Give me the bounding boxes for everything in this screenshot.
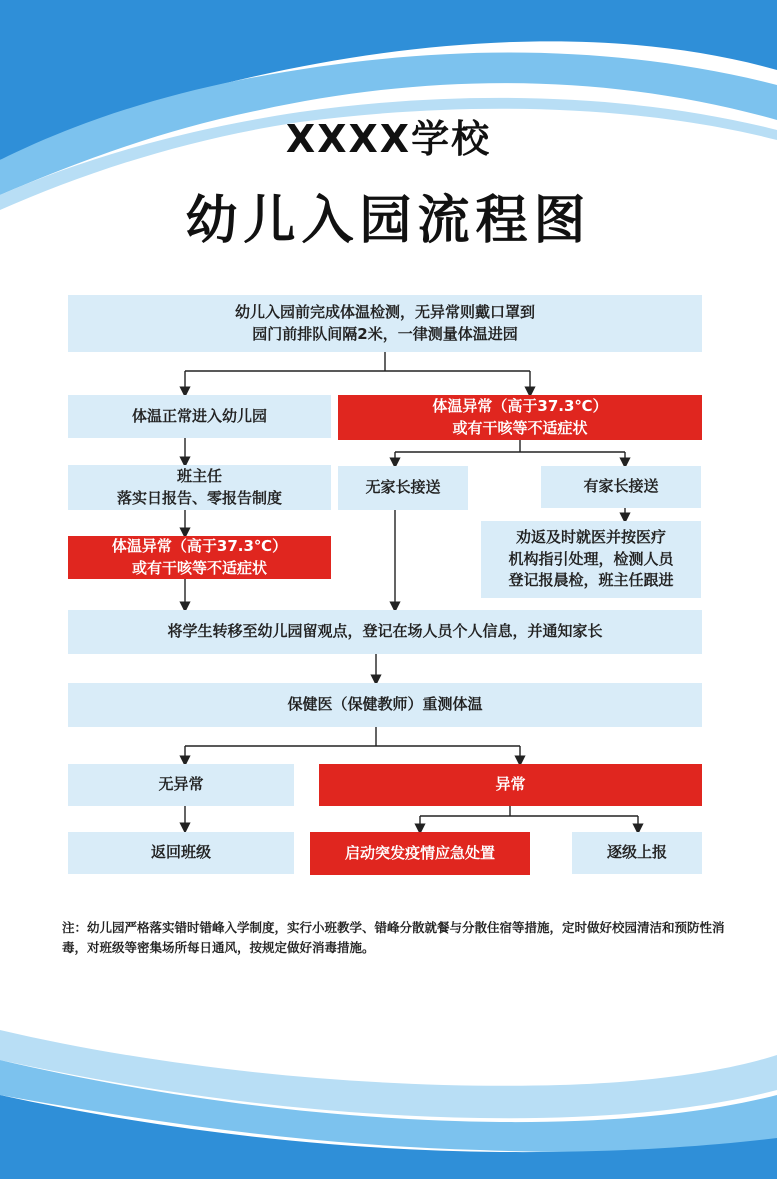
connector-entry-split: [185, 352, 530, 371]
recheck-step: 保健医（保健教师）重测体温: [68, 683, 702, 727]
temp-normal-step: 体温正常进入幼儿园: [68, 395, 331, 438]
emergency-step: 启动突发疫情应急处置: [310, 832, 530, 875]
return-class-step: 返回班级: [68, 832, 294, 874]
temp-abnormal-left-step: 体温异常（高于37.3℃） 或有干咳等不适症状: [68, 536, 331, 579]
no-abnormal-step: 无异常: [68, 764, 294, 806]
connector-abnormal-split: [395, 440, 625, 452]
transfer-step: 将学生转移至幼儿园留观点，登记在场人员个人信息，并通知家长: [68, 610, 702, 654]
abnormal-step: 异常: [319, 764, 702, 806]
connector-recheck-split: [185, 727, 520, 746]
class-teacher-step: 班主任 落实日报告、零报告制度: [68, 465, 331, 510]
temp-abnormal-step: 体温异常（高于37.3℃） 或有干咳等不适症状: [338, 395, 702, 440]
school-name: XXXX学校: [285, 117, 492, 161]
has-parent-step: 有家长接送: [541, 466, 701, 508]
entry-step: 幼儿入园前完成体温检测，无异常则戴口罩到 园门前排队间隔2米，一律测量体温进园: [68, 295, 702, 352]
advise-step: 劝返及时就医并按医疗 机构指引处理，检测人员 登记报晨检，班主任跟进: [481, 521, 701, 598]
report-up-step: 逐级上报: [572, 832, 702, 874]
no-parent-step: 无家长接送: [338, 466, 468, 510]
connector-abnormal-bottom-split: [420, 806, 638, 816]
footnote: 注：幼儿园严格落实错时错峰入学制度，实行小班教学、错峰分散就餐与分散住宿等措施，定时做好校园清洁和预防性消毒，对班级等密集场所每日通风，按规定做好消毒措施。: [62, 920, 725, 955]
page-title: 幼儿入园流程图: [185, 191, 592, 251]
